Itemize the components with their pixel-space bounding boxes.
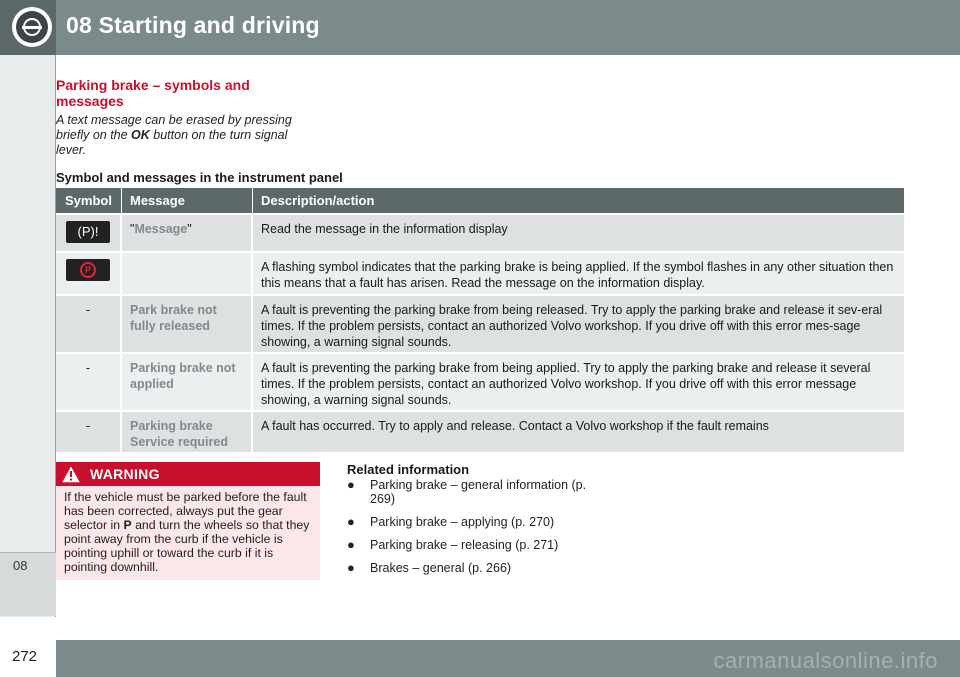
warning-box — [56, 462, 320, 580]
message-cell: "Message" — [122, 215, 253, 251]
message-cell — [122, 253, 253, 294]
description-cell: A flashing symbol indicates that the parking brake is being applied. If the symbol flashes in any other situation then this means that a fault has arisen. Read the message on the information display. — [261, 260, 894, 290]
related-info-title: Related information — [347, 462, 470, 477]
related-link-general[interactable]: ● Parking brake – general information (p. 269) — [347, 477, 587, 506]
column-header-symbol: Symbol — [56, 188, 122, 213]
related-link-releasing[interactable]: ● Parking brake – releasing (p. 271) — [347, 537, 559, 552]
description-cell: A fault is preventing the parking brake from being released. Try to apply the parking brake and release it sev-eral times. If the problem persists, contact an authorized Volvo workshop. If you drive off with this error mes-sage showing, a warning signal sounds. — [261, 303, 883, 349]
chapter-tab-marker — [0, 552, 56, 616]
warning-header — [56, 462, 320, 486]
symbols-table — [56, 188, 904, 452]
message-cell: Parking brake not applied — [122, 354, 253, 410]
symbol-cell — [56, 215, 122, 251]
message-cell: Parking brake Service required — [122, 412, 253, 452]
symbol-cell: - — [56, 412, 122, 452]
bullet-icon: ● — [347, 537, 355, 552]
description-cell: A fault has occurred. Try to apply and release. Contact a Volvo workshop if the fault remains — [261, 419, 769, 433]
table-row — [56, 410, 904, 452]
footer-page-area — [0, 617, 56, 677]
related-info-list — [347, 478, 587, 584]
description-cell: A fault is preventing the parking brake from being applied. Try to apply the parking brake and release it several times. If the problem persists, contact an authorized Volvo workshop. If you drive off with this error message showing, a warning signal sounds. — [261, 361, 871, 407]
chapter-number: 08 — [13, 558, 28, 573]
table-caption: Symbol and messages in the instrument panel — [56, 170, 343, 185]
bullet-icon: ● — [347, 514, 355, 529]
section-title: Parking brake – symbols and messages — [56, 77, 250, 109]
symbol-cell: - — [56, 296, 122, 352]
watermark: carmanualsonline.info — [713, 648, 938, 673]
table-row — [56, 352, 904, 410]
column-header-message: Message — [122, 188, 253, 213]
related-link-brakes-general[interactable]: ● Brakes – general (p. 266) — [347, 560, 512, 575]
table-row — [56, 251, 904, 294]
section-intro: A text message can be erased by pressing briefly on the OK button on the turn signal lever. — [56, 113, 292, 157]
related-link-applying[interactable]: ● Parking brake – applying (p. 270) — [347, 514, 555, 529]
page-number: 272 — [12, 648, 38, 665]
warning-title: WARNING — [90, 466, 160, 482]
parking-brake-warning-icon: P — [66, 259, 110, 281]
chapter-side-tab — [0, 55, 56, 617]
steering-wheel-icon — [12, 7, 52, 47]
chapter-title: 08 Starting and driving — [66, 12, 320, 38]
ok-button-label: OK — [131, 128, 150, 142]
header-logo-area — [0, 0, 56, 55]
warning-triangle-icon — [60, 464, 82, 484]
symbol-cell: - — [56, 354, 122, 410]
table-row — [56, 213, 904, 251]
message-cell: Park brake not fully released — [122, 296, 253, 352]
bullet-icon: ● — [347, 477, 355, 492]
table-header-row — [56, 188, 904, 213]
bullet-icon: ● — [347, 560, 355, 575]
parking-brake-message-icon: (P)! — [66, 221, 110, 243]
description-cell: Read the message in the information display — [261, 222, 508, 236]
chapter-header — [0, 0, 960, 55]
column-header-description: Description/action — [261, 193, 375, 208]
warning-text: If the vehicle must be parked before the fault has been corrected, always put the gear selector in P and turn the wheels so that they point away from the curb if the vehicle is pointing uphill or toward the curb if it is pointing downhill. — [64, 490, 310, 574]
table-row — [56, 294, 904, 352]
symbol-cell — [56, 253, 122, 294]
